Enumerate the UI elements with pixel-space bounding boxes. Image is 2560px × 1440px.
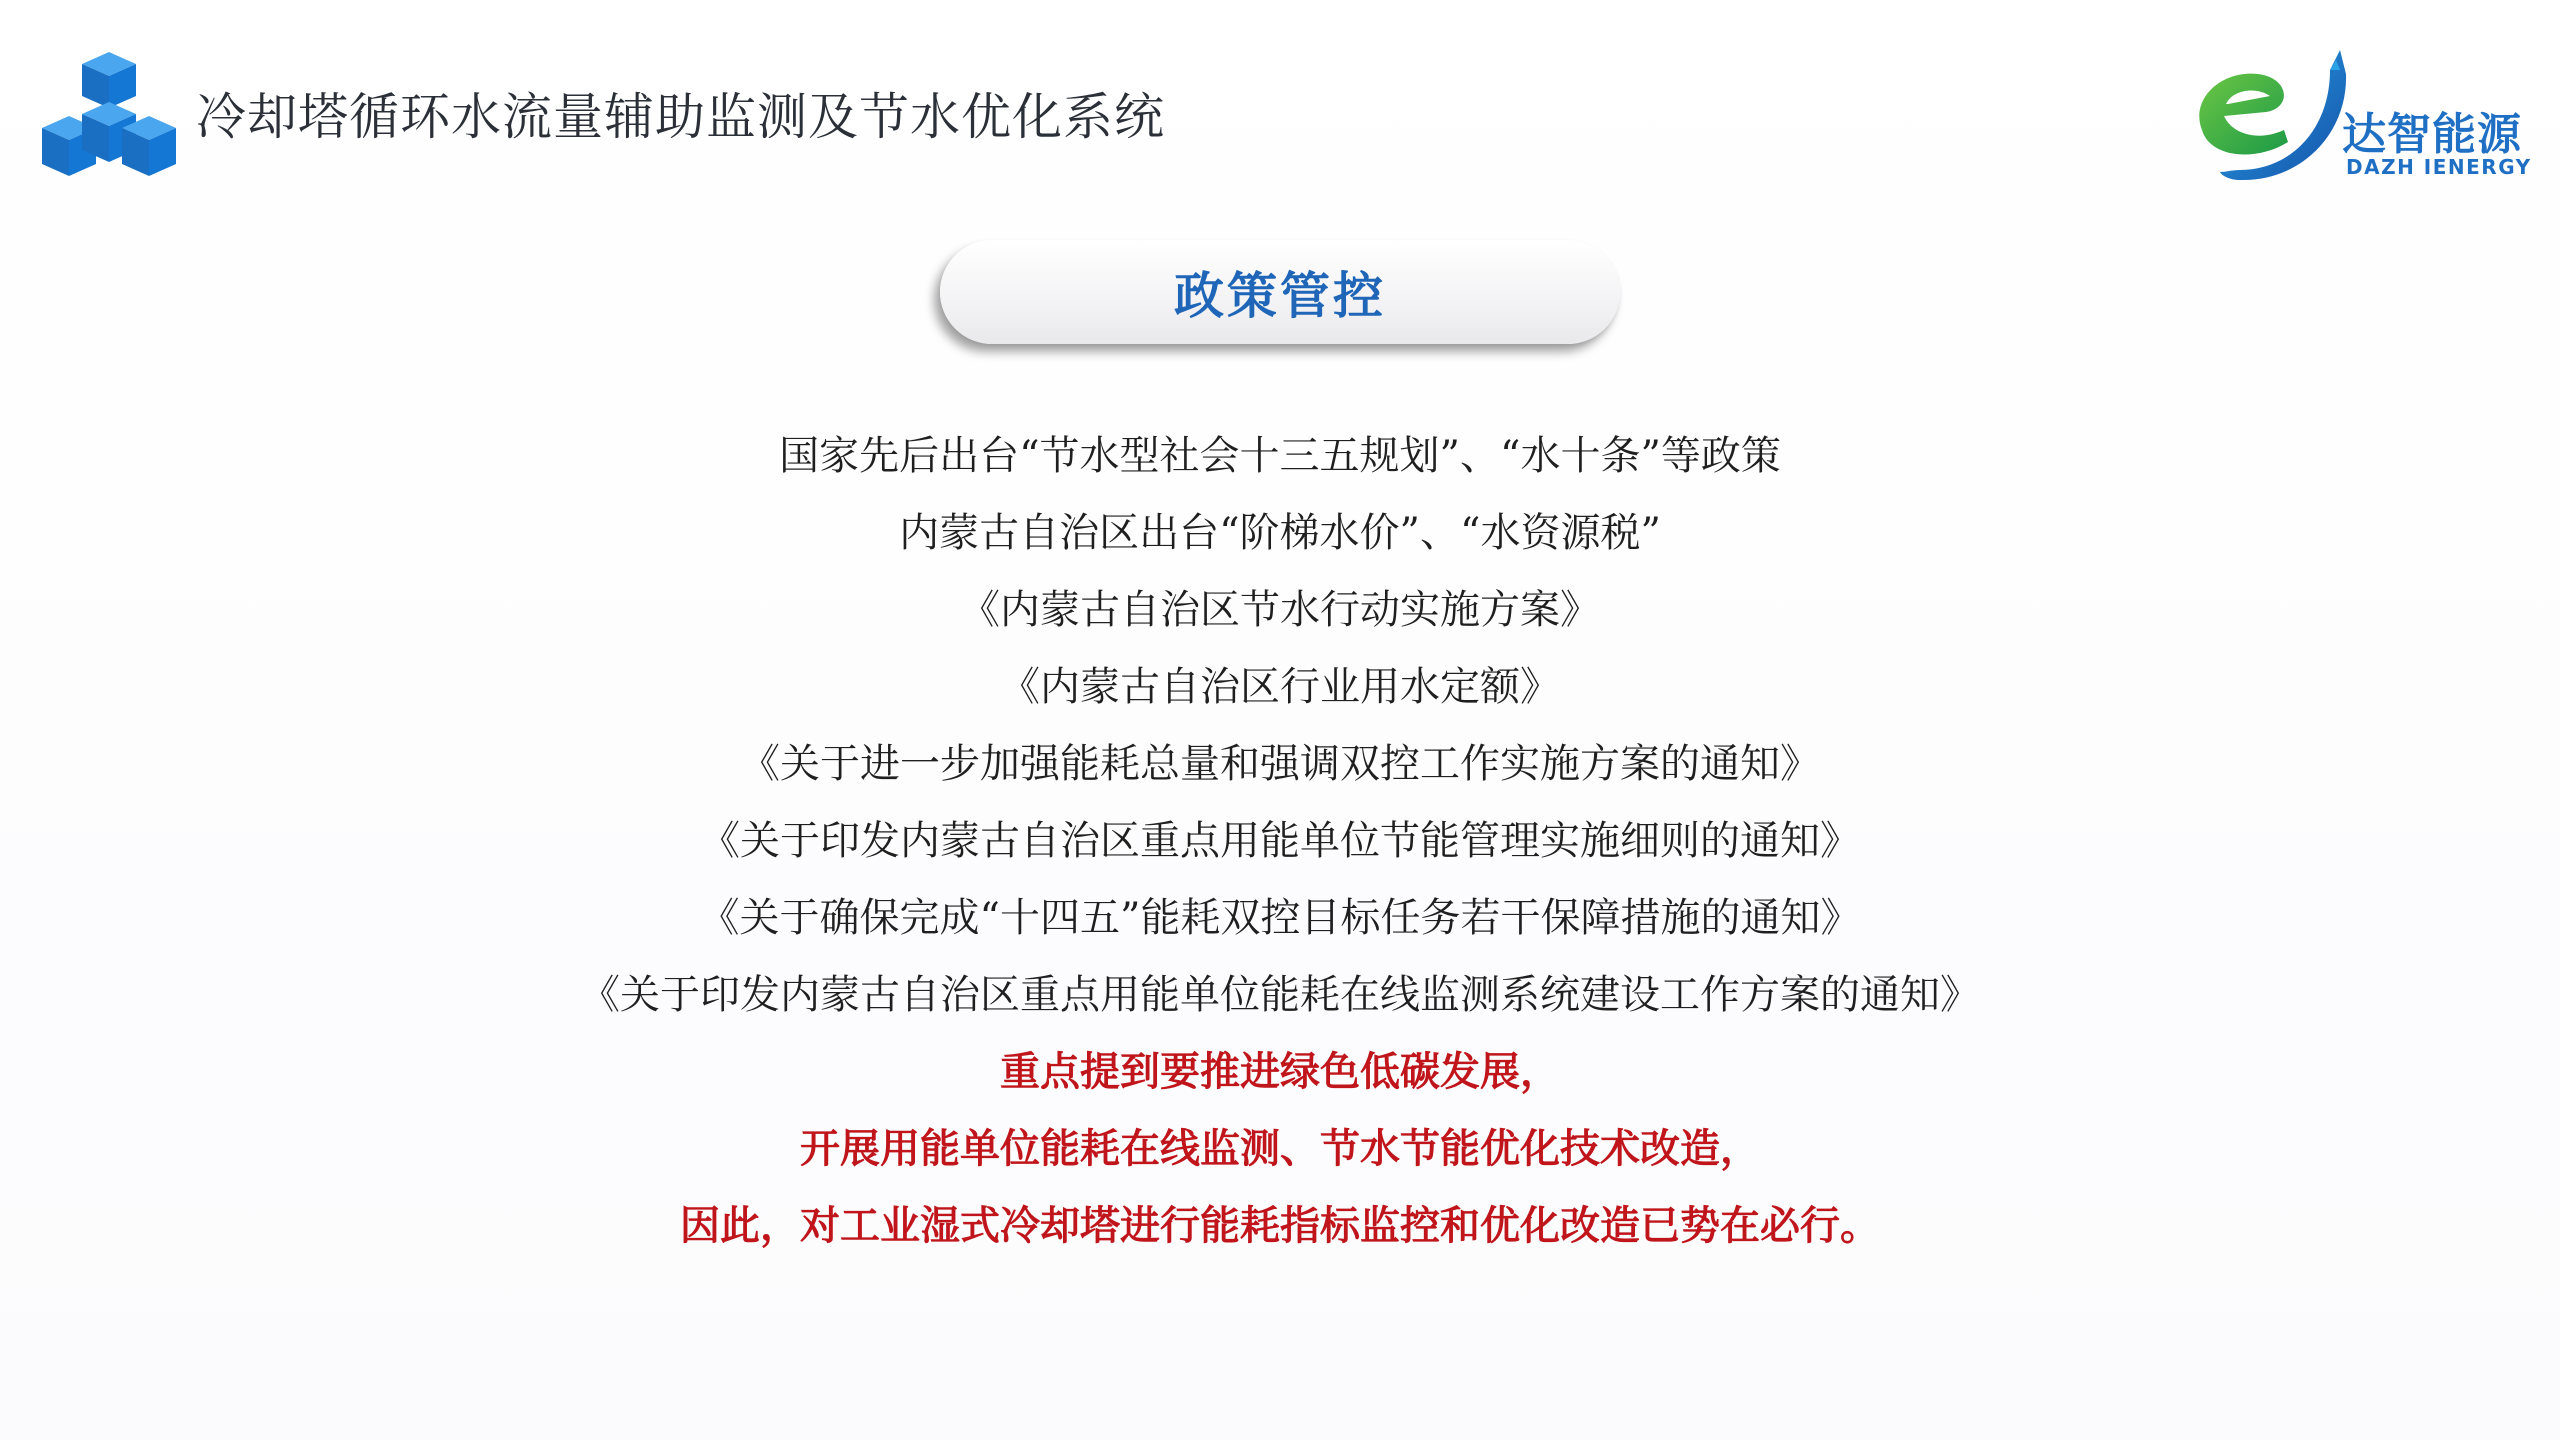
emphasis-line: 重点提到要推进绿色低碳发展， — [1000, 1049, 1560, 1095]
dazhi-e-logo-icon — [2180, 30, 2360, 190]
policy-line: 国家先后出台“节水型社会十三五规划”、“水十条”等政策 — [779, 433, 1781, 479]
policy-line: 《内蒙古自治区节水行动实施方案》 — [960, 587, 1600, 633]
brand-name-en: DAZH IENERGY — [2346, 155, 2532, 179]
brand-name-cn: 达智能源 — [2342, 109, 2522, 160]
policy-line: 《关于印发内蒙古自治区重点用能单位能耗在线监测系统建设工作方案的通知》 — [580, 972, 1980, 1018]
brand-logo — [2180, 30, 2530, 190]
section-header-pill — [940, 240, 1620, 344]
policy-line: 《关于印发内蒙古自治区重点用能单位节能管理实施细则的通知》 — [700, 818, 1860, 864]
policy-line: 《关于确保完成“十四五”能耗双控目标任务若干保障措施的通知》 — [699, 895, 1861, 941]
app-title: 冷却塔循环水流量辅助监测及节水优化系统 — [196, 88, 1165, 146]
emphasis-line: 因此，对工业湿式冷却塔进行能耗指标监控和优化改造已势在必行。 — [680, 1203, 1880, 1249]
policy-line: 《内蒙古自治区行业用水定额》 — [1000, 664, 1560, 710]
policy-list — [0, 418, 2560, 1265]
policy-line: 《关于进一步加强能耗总量和强调双控工作实施方案的通知》 — [740, 741, 1820, 787]
cubes-icon — [42, 50, 177, 180]
policy-line: 内蒙古自治区出台“阶梯水价”、“水资源税” — [899, 510, 1661, 556]
section-title: 政策管控 — [1174, 267, 1386, 325]
emphasis-line: 开展用能单位能耗在线监测、节水节能优化技术改造， — [800, 1126, 1760, 1172]
